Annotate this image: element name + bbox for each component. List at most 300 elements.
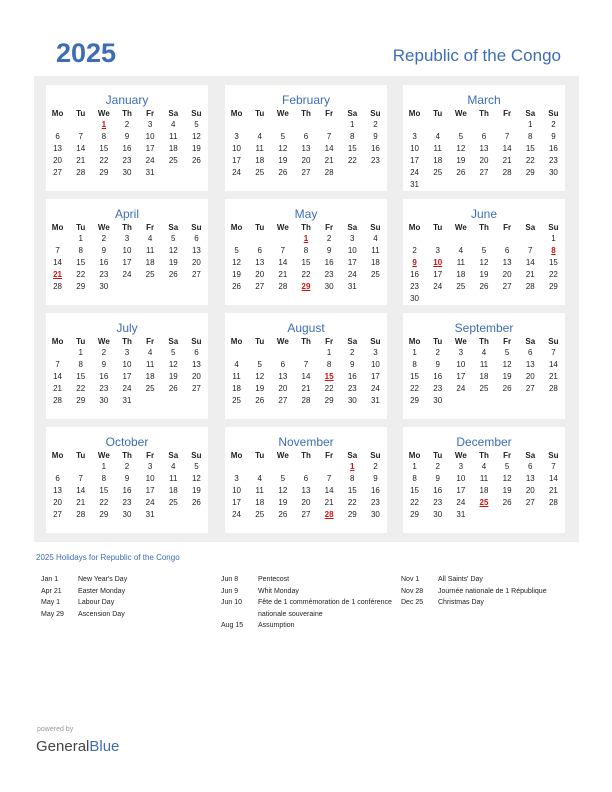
weekday-label: Th bbox=[479, 109, 489, 118]
day-cell: 16 bbox=[122, 144, 132, 153]
day-cell: 17 bbox=[232, 156, 242, 165]
holiday-date: Jun 8 bbox=[221, 576, 239, 583]
day-grid bbox=[46, 119, 208, 179]
weekday-label: Mo bbox=[51, 223, 64, 232]
day-cell: 25 bbox=[145, 270, 155, 279]
day-cell: 4 bbox=[481, 462, 487, 471]
day-cell: 4 bbox=[257, 474, 262, 483]
weekday-label: Fr bbox=[503, 337, 512, 346]
day-cell: 9 bbox=[350, 360, 355, 369]
day-cell: 4 bbox=[147, 348, 153, 357]
day-cell: 19 bbox=[168, 258, 178, 267]
day-cell: 27 bbox=[53, 168, 63, 177]
day-cell: 6 bbox=[504, 246, 510, 255]
day-cell: 7 bbox=[326, 474, 332, 483]
day-cell: 20 bbox=[53, 156, 63, 165]
day-cell: 23 bbox=[433, 498, 443, 507]
month-title: August bbox=[287, 321, 325, 335]
day-cell: 9 bbox=[435, 360, 440, 369]
weekday-label: Tu bbox=[255, 223, 265, 232]
holiday-item bbox=[41, 597, 221, 609]
day-cell: 2 bbox=[435, 462, 440, 471]
weekday-label: Fr bbox=[325, 109, 334, 118]
weekday-label: Sa bbox=[168, 109, 179, 118]
day-cell: 11 bbox=[145, 246, 155, 255]
day-grid bbox=[225, 347, 387, 407]
weekday-label: Su bbox=[548, 337, 559, 346]
day-cell: 18 bbox=[232, 384, 242, 393]
day-cell: 15 bbox=[347, 144, 357, 153]
weekday-label: Th bbox=[479, 337, 489, 346]
weekday-label: Mo bbox=[230, 223, 243, 232]
day-cell: 26 bbox=[278, 168, 288, 177]
month-title: April bbox=[114, 207, 139, 221]
day-cell: 16 bbox=[370, 486, 380, 495]
day-cell: 8 bbox=[412, 360, 417, 369]
day-cell: 5 bbox=[257, 360, 262, 369]
day-cell: 22 bbox=[76, 270, 86, 279]
day-cell: 30 bbox=[347, 396, 357, 405]
empty-day-cell bbox=[46, 347, 69, 359]
day-cell: 12 bbox=[278, 144, 288, 153]
day-cell: 10 bbox=[122, 246, 132, 255]
day-cell: 12 bbox=[168, 246, 178, 255]
day-cell: 10 bbox=[232, 486, 242, 495]
day-cell: 9 bbox=[101, 360, 107, 369]
weekday-label: Sa bbox=[525, 223, 536, 232]
day-cell: 29 bbox=[99, 168, 109, 177]
empty-day-cell bbox=[294, 347, 317, 359]
day-cell: 9 bbox=[326, 246, 332, 255]
day-cell: 5 bbox=[171, 234, 176, 243]
day-cell: 15 bbox=[99, 144, 109, 153]
day-cell: 16 bbox=[433, 372, 443, 381]
day-cell: 16 bbox=[548, 144, 558, 153]
holiday-name: Labour Day bbox=[78, 599, 115, 606]
empty-day-cell bbox=[271, 233, 294, 245]
day-cell: 27 bbox=[301, 510, 311, 519]
day-cell: 14 bbox=[525, 258, 535, 267]
day-cell: 29 bbox=[410, 396, 420, 405]
day-cell: 24 bbox=[456, 384, 466, 393]
weekday-label: Fr bbox=[146, 451, 155, 460]
day-cell: 18 bbox=[255, 156, 265, 165]
empty-day-cell bbox=[496, 119, 519, 131]
day-cell: 12 bbox=[255, 372, 265, 381]
holiday-date: Nov 1 bbox=[401, 576, 420, 583]
day-cell: 14 bbox=[278, 258, 288, 267]
day-cell: 17 bbox=[145, 486, 155, 495]
day-cell: 30 bbox=[370, 510, 380, 519]
holiday-day-cell: 1 bbox=[101, 120, 107, 129]
holiday-date: Nov 28 bbox=[401, 587, 424, 595]
day-cell: 18 bbox=[479, 486, 489, 495]
day-cell: 15 bbox=[347, 486, 357, 495]
empty-day-cell bbox=[519, 233, 542, 245]
day-cell: 21 bbox=[324, 498, 334, 507]
day-cell: 21 bbox=[548, 372, 558, 381]
empty-day-cell bbox=[248, 233, 271, 245]
day-cell: 8 bbox=[78, 360, 83, 369]
day-cell: 20 bbox=[479, 156, 489, 165]
month-title: March bbox=[467, 93, 501, 107]
day-cell: 28 bbox=[278, 282, 288, 291]
day-cell: 9 bbox=[373, 132, 378, 141]
day-cell: 23 bbox=[122, 498, 132, 507]
empty-day-cell bbox=[318, 461, 341, 473]
weekday-label: We bbox=[97, 451, 110, 460]
weekday-label: Tu bbox=[255, 109, 265, 118]
day-cell: 15 bbox=[76, 372, 86, 381]
holiday-name: Assumption bbox=[258, 622, 295, 629]
day-cell: 26 bbox=[168, 270, 178, 279]
weekday-label: We bbox=[276, 109, 289, 118]
day-cell: 15 bbox=[99, 486, 109, 495]
day-cell: 29 bbox=[548, 282, 558, 291]
day-cell: 26 bbox=[502, 384, 512, 393]
weekday-label: Sa bbox=[168, 337, 179, 346]
day-cell: 2 bbox=[124, 462, 130, 471]
holiday-item bbox=[41, 586, 221, 598]
month-title: June bbox=[470, 207, 498, 221]
weekday-label: Sa bbox=[525, 451, 536, 460]
day-cell: 3 bbox=[234, 474, 239, 483]
empty-day-cell bbox=[271, 347, 294, 359]
empty-day-cell bbox=[426, 233, 449, 245]
holiday-name: Christmas Day bbox=[438, 599, 484, 606]
day-cell: 4 bbox=[373, 234, 378, 243]
day-cell: 27 bbox=[191, 270, 201, 279]
day-cell: 20 bbox=[278, 384, 288, 393]
day-cell: 27 bbox=[301, 168, 311, 177]
day-cell: 19 bbox=[191, 486, 201, 495]
day-cell: 20 bbox=[301, 156, 311, 165]
weekday-label: We bbox=[454, 223, 467, 232]
day-cell: 4 bbox=[481, 348, 487, 357]
day-cell: 11 bbox=[433, 144, 442, 153]
day-cell: 11 bbox=[456, 258, 465, 267]
holiday-item bbox=[401, 574, 581, 586]
day-cell: 26 bbox=[232, 282, 242, 291]
weekday-label: Mo bbox=[230, 109, 243, 118]
day-cell: 19 bbox=[232, 270, 242, 279]
weekday-label: Tu bbox=[76, 109, 86, 118]
day-cell: 12 bbox=[456, 144, 466, 153]
day-cell: 10 bbox=[232, 144, 242, 153]
day-cell: 20 bbox=[255, 270, 265, 279]
day-cell: 17 bbox=[145, 144, 155, 153]
month-title: January bbox=[105, 93, 149, 107]
day-cell: 18 bbox=[479, 372, 489, 381]
day-cell: 4 bbox=[171, 462, 176, 471]
weekday-label: Sa bbox=[347, 223, 358, 232]
holiday-name: Whit Monday bbox=[258, 587, 299, 595]
day-cell: 18 bbox=[168, 144, 178, 153]
day-cell: 22 bbox=[347, 156, 357, 165]
day-cell: 24 bbox=[370, 384, 380, 393]
day-cell: 5 bbox=[458, 132, 464, 141]
weekday-label: We bbox=[276, 337, 289, 346]
day-cell: 25 bbox=[168, 156, 178, 165]
day-cell: 23 bbox=[99, 384, 109, 393]
weekday-label: Sa bbox=[168, 223, 179, 232]
day-cell: 11 bbox=[169, 132, 178, 141]
empty-day-cell bbox=[294, 461, 317, 473]
month-december bbox=[403, 427, 565, 533]
day-cell: 18 bbox=[456, 270, 466, 279]
day-cell: 21 bbox=[324, 156, 334, 165]
weekday-label: Su bbox=[370, 337, 381, 346]
day-cell: 14 bbox=[324, 486, 334, 495]
day-cell: 13 bbox=[479, 144, 489, 153]
day-cell: 1 bbox=[528, 120, 533, 129]
day-cell: 29 bbox=[410, 510, 420, 519]
day-cell: 13 bbox=[53, 486, 63, 495]
day-cell: 31 bbox=[370, 396, 380, 405]
weekday-header bbox=[225, 336, 387, 347]
day-cell: 24 bbox=[347, 270, 357, 279]
weekday-label: We bbox=[97, 223, 110, 232]
empty-day-cell bbox=[69, 461, 92, 473]
day-cell: 14 bbox=[76, 144, 86, 153]
holiday-date: Dec 25 bbox=[401, 599, 424, 606]
day-cell: 3 bbox=[412, 132, 417, 141]
day-cell: 13 bbox=[301, 144, 311, 153]
day-cell: 6 bbox=[194, 348, 199, 357]
day-cell: 19 bbox=[502, 486, 512, 495]
holiday-date: Jun 10 bbox=[221, 599, 243, 606]
month-february bbox=[225, 85, 387, 191]
day-cell: 14 bbox=[53, 372, 63, 381]
day-cell: 19 bbox=[278, 498, 288, 507]
holiday-name: Journée nationale de 1 République bbox=[438, 587, 547, 595]
weekday-header bbox=[46, 336, 208, 347]
weekday-label: Fr bbox=[503, 451, 512, 460]
brand-blue: Blue bbox=[89, 738, 120, 755]
empty-day-cell bbox=[248, 119, 271, 131]
day-grid bbox=[403, 347, 565, 407]
empty-day-cell bbox=[46, 461, 69, 473]
empty-day-cell bbox=[248, 461, 271, 473]
day-cell: 3 bbox=[234, 132, 239, 141]
day-cell: 13 bbox=[53, 144, 63, 153]
weekday-label: Th bbox=[122, 223, 132, 232]
day-cell: 7 bbox=[551, 348, 556, 357]
brand-general: General bbox=[36, 738, 90, 755]
day-cell: 30 bbox=[548, 168, 558, 177]
day-cell: 8 bbox=[101, 474, 107, 483]
day-cell: 14 bbox=[324, 144, 334, 153]
holiday-date: May 29 bbox=[41, 610, 64, 618]
holiday-day-cell: 15 bbox=[324, 372, 334, 381]
empty-day-cell bbox=[403, 119, 426, 131]
day-cell: 19 bbox=[255, 384, 265, 393]
weekday-label: Su bbox=[370, 223, 381, 232]
day-cell: 7 bbox=[78, 132, 83, 141]
weekday-label: Su bbox=[548, 451, 559, 460]
day-cell: 8 bbox=[350, 132, 355, 141]
day-cell: 5 bbox=[481, 246, 487, 255]
weekday-label: Th bbox=[122, 109, 132, 118]
holiday-day-cell: 29 bbox=[301, 282, 311, 291]
day-cell: 18 bbox=[145, 372, 155, 381]
holiday-name: Ascension Day bbox=[78, 610, 125, 618]
weekday-label: Mo bbox=[51, 451, 64, 460]
day-cell: 10 bbox=[370, 360, 380, 369]
day-cell: 5 bbox=[504, 462, 510, 471]
day-cell: 24 bbox=[145, 156, 155, 165]
weekday-label: Th bbox=[122, 337, 132, 346]
day-cell: 7 bbox=[280, 246, 286, 255]
day-cell: 14 bbox=[53, 258, 63, 267]
day-cell: 6 bbox=[280, 360, 286, 369]
day-cell: 5 bbox=[280, 474, 286, 483]
day-cell: 24 bbox=[232, 510, 242, 519]
month-title: November bbox=[278, 435, 334, 449]
day-cell: 25 bbox=[370, 270, 380, 279]
weekday-header bbox=[46, 222, 208, 233]
day-cell: 6 bbox=[55, 132, 60, 141]
weekday-label: Th bbox=[301, 337, 311, 346]
day-cell: 13 bbox=[191, 246, 201, 255]
day-cell: 3 bbox=[147, 120, 153, 129]
empty-day-cell bbox=[472, 233, 495, 245]
weekday-label: Sa bbox=[347, 109, 358, 118]
day-cell: 28 bbox=[53, 282, 63, 291]
day-cell: 14 bbox=[301, 372, 311, 381]
holiday-name: All Saints' Day bbox=[438, 576, 483, 583]
holiday-item bbox=[401, 597, 581, 609]
weekday-label: Tu bbox=[76, 223, 86, 232]
day-grid bbox=[225, 233, 387, 293]
day-cell: 14 bbox=[548, 474, 558, 483]
month-title: May bbox=[294, 207, 318, 221]
holiday-day-cell: 8 bbox=[551, 246, 556, 255]
day-cell: 31 bbox=[456, 510, 466, 519]
day-cell: 19 bbox=[502, 372, 512, 381]
day-cell: 25 bbox=[145, 384, 155, 393]
day-cell: 28 bbox=[324, 168, 334, 177]
day-cell: 22 bbox=[76, 384, 86, 393]
day-cell: 12 bbox=[479, 258, 489, 267]
day-cell: 11 bbox=[232, 372, 241, 381]
weekday-label: Fr bbox=[146, 337, 155, 346]
weekday-label: Sa bbox=[525, 109, 536, 118]
day-cell: 8 bbox=[303, 246, 309, 255]
holiday-name: Pentecost bbox=[258, 576, 290, 583]
day-cell: 3 bbox=[435, 246, 440, 255]
day-cell: 12 bbox=[168, 360, 178, 369]
holiday-date: May 1 bbox=[41, 599, 61, 606]
day-cell: 9 bbox=[551, 132, 556, 141]
weekday-label: Mo bbox=[408, 109, 421, 118]
day-cell: 9 bbox=[124, 474, 130, 483]
weekday-label: Fr bbox=[325, 451, 334, 460]
day-cell: 19 bbox=[278, 156, 288, 165]
day-cell: 7 bbox=[551, 462, 556, 471]
day-cell: 22 bbox=[347, 498, 357, 507]
day-cell: 3 bbox=[458, 348, 464, 357]
weekday-label: Tu bbox=[433, 451, 443, 460]
weekday-header bbox=[225, 450, 387, 461]
day-cell: 24 bbox=[232, 168, 242, 177]
generalblue-logo[interactable] bbox=[36, 738, 119, 755]
day-cell: 31 bbox=[145, 168, 155, 177]
day-cell: 12 bbox=[191, 132, 201, 141]
day-cell: 14 bbox=[548, 360, 558, 369]
day-cell: 5 bbox=[504, 348, 510, 357]
day-cell: 19 bbox=[479, 270, 489, 279]
day-cell: 8 bbox=[528, 132, 533, 141]
day-cell: 27 bbox=[479, 168, 489, 177]
weekday-label: Su bbox=[191, 109, 202, 118]
day-cell: 6 bbox=[55, 474, 60, 483]
weekday-label: Fr bbox=[146, 109, 155, 118]
day-cell: 23 bbox=[324, 270, 334, 279]
empty-day-cell bbox=[472, 119, 495, 131]
holiday-date: Apr 21 bbox=[41, 587, 62, 595]
holiday-day-cell: 1 bbox=[350, 462, 355, 471]
weekday-label: Fr bbox=[503, 109, 512, 118]
holiday-date: Aug 15 bbox=[221, 622, 244, 629]
weekday-label: Su bbox=[191, 451, 202, 460]
day-cell: 16 bbox=[433, 486, 443, 495]
day-cell: 21 bbox=[301, 384, 311, 393]
day-cell: 20 bbox=[502, 270, 512, 279]
day-cell: 28 bbox=[76, 168, 86, 177]
day-cell: 29 bbox=[525, 168, 535, 177]
day-cell: 20 bbox=[525, 486, 535, 495]
day-cell: 17 bbox=[456, 486, 466, 495]
weekday-label: We bbox=[454, 109, 467, 118]
day-grid bbox=[403, 233, 565, 305]
day-cell: 2 bbox=[373, 120, 378, 129]
day-cell: 27 bbox=[525, 384, 535, 393]
day-cell: 10 bbox=[456, 360, 466, 369]
day-cell: 31 bbox=[347, 282, 357, 291]
day-cell: 13 bbox=[278, 372, 288, 381]
holiday-day-cell: 9 bbox=[412, 258, 417, 267]
day-cell: 25 bbox=[168, 498, 178, 507]
day-cell: 11 bbox=[479, 360, 489, 369]
holiday-item bbox=[221, 620, 401, 632]
day-cell: 18 bbox=[145, 258, 155, 267]
day-cell: 6 bbox=[194, 234, 199, 243]
holiday-item bbox=[401, 586, 581, 598]
weekday-label: Fr bbox=[325, 223, 334, 232]
month-title: July bbox=[116, 321, 138, 335]
day-grid bbox=[46, 461, 208, 521]
weekday-header bbox=[403, 450, 565, 461]
weekday-label: Su bbox=[370, 451, 381, 460]
day-cell: 17 bbox=[122, 372, 132, 381]
weekday-header bbox=[225, 108, 387, 119]
day-cell: 21 bbox=[76, 498, 86, 507]
weekday-label: Tu bbox=[433, 337, 443, 346]
day-cell: 25 bbox=[456, 282, 466, 291]
day-cell: 17 bbox=[347, 258, 357, 267]
day-cell: 2 bbox=[435, 348, 440, 357]
weekday-label: Su bbox=[370, 109, 381, 118]
day-cell: 1 bbox=[551, 234, 556, 243]
day-cell: 7 bbox=[55, 360, 60, 369]
day-cell: 27 bbox=[278, 396, 288, 405]
weekday-label: Tu bbox=[76, 337, 86, 346]
day-cell: 17 bbox=[410, 156, 420, 165]
weekday-label: Tu bbox=[76, 451, 86, 460]
month-november bbox=[225, 427, 387, 533]
day-cell: 31 bbox=[410, 180, 420, 189]
